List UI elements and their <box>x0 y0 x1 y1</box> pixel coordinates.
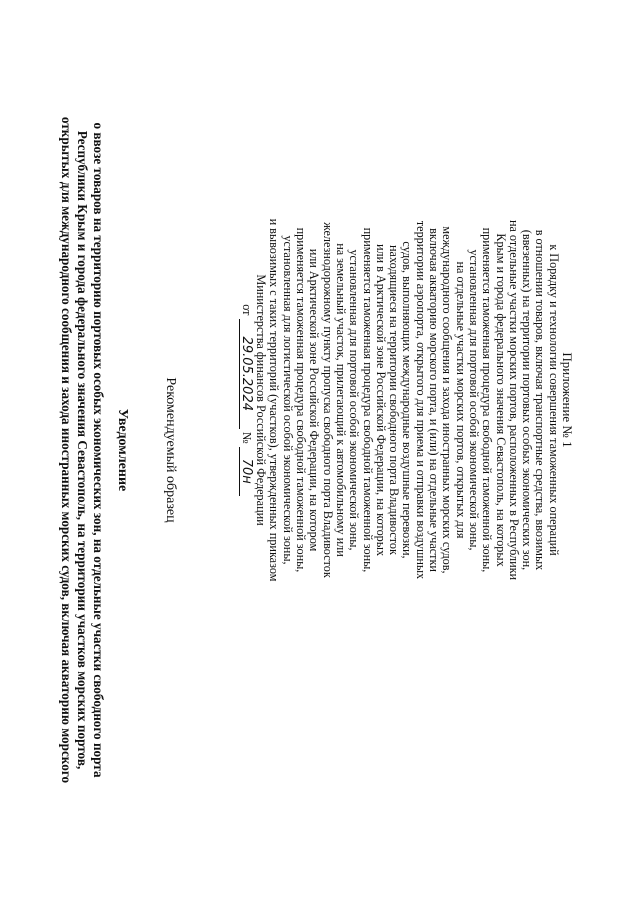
notice-line: открытых для международного сообщения и захода иностранных морских судов, включая акваторию морского <box>59 116 74 784</box>
notice-line: о ввозе товаров на территорию портовых особых экономических зон, на отдельные участки свободного порта <box>91 122 106 778</box>
appendix-line: и вывозимых с таких территорий (участков), утвержденных приказом <box>267 218 282 582</box>
appendix-line: Крым и города федерального значения Севастополь, на которых <box>493 233 508 567</box>
appendix-line: установленная для портовой особой экономической зоны, <box>466 249 481 551</box>
appendix-line: или Арктической зоне Российской Федерации, на котором <box>307 248 322 552</box>
appendix-line: к Порядку и технологии совершения таможенных операций <box>546 244 561 556</box>
notice-title: Уведомление <box>115 408 130 492</box>
appendix-line: на земельный участок, прилегающий к автомобильному или <box>333 243 348 557</box>
appendix-line: на отдельные участки морских портов, открытых для <box>453 261 468 539</box>
appendix-line: применяется таможенная процедура свободной таможенной зоны, <box>360 227 375 573</box>
appendix-line: международного сообщения и захода иностранных морских судов, <box>440 226 455 574</box>
notice-heading <box>58 110 130 790</box>
appendix-line: в отношении товаров, включая транспортные средства, ввозимых <box>533 229 548 571</box>
notice-line: Республики Крым и города федерального значения Севастополь, на территории участков морских портов, <box>75 130 90 770</box>
appendix-line: железнодорожному пункту пропуска свободного порта Владивосток <box>320 222 335 578</box>
appendix-line: находящиеся на территории свободного порта Владивосток <box>387 245 402 555</box>
appendix-line: установленная для портовой особой экономической зоны, <box>347 249 362 551</box>
appendix-line: на отдельные участки морских портов, расположенных в Республики <box>506 219 521 581</box>
number-prefix: № <box>239 432 254 444</box>
appendix-block <box>239 120 574 680</box>
appendix-line: применяется таможенная процедура свободной таможенной зоны, <box>480 227 495 573</box>
appendix-line: применяется таможенная процедура свободной таможенной зоны, <box>294 227 309 573</box>
order-date-line <box>239 120 253 680</box>
appendix-line: или в Арктической зоне Российской Федерации, на которых <box>373 243 388 557</box>
appendix-line: судов, выполняющих международные воздушные перевозки, <box>400 241 415 559</box>
date-prefix: от <box>239 304 254 316</box>
order-number-handwritten: 70н <box>239 447 253 496</box>
appendix-line: установленная для логистической особой экономической зоны, <box>280 235 295 565</box>
recommended-sample-label: Рекомендуемый образец <box>163 377 178 523</box>
order-date-handwritten: 29.05.2024 <box>239 319 253 429</box>
appendix-line: Министерства финансов Российской Федерации <box>254 274 269 526</box>
appendix-line: (ввезенных) на территории портовых особых экономических зон, <box>520 229 535 571</box>
appendix-title: Приложение № 1 <box>560 352 575 448</box>
appendix-line: территории аэропорта, открытого для приема и отправки воздушных <box>413 220 428 580</box>
appendix-line: включая акваторию морского порта, и (или) на отдельные участки <box>427 228 442 572</box>
